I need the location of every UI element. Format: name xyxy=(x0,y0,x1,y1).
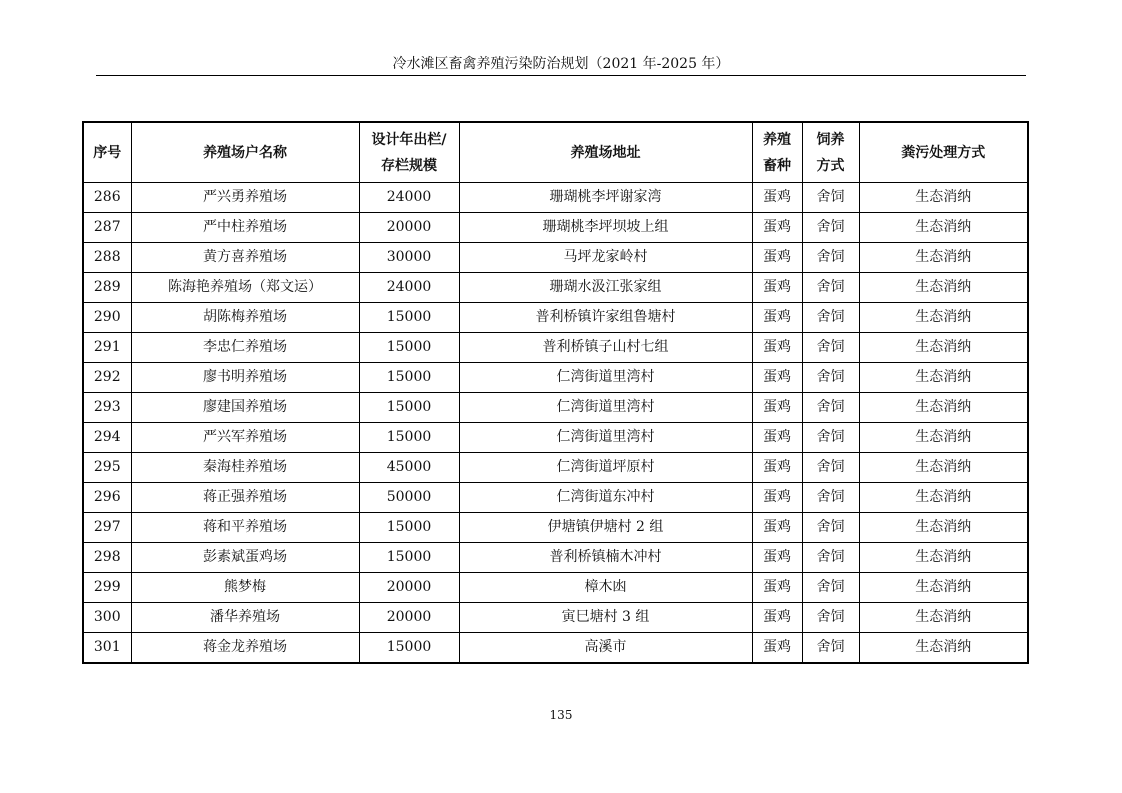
cell-species: 蛋鸡 xyxy=(752,243,802,273)
cell-address: 珊瑚桃李坪坝坡上组 xyxy=(459,213,752,243)
cell-capacity: 15000 xyxy=(359,543,459,573)
cell-farm-name: 胡陈梅养殖场 xyxy=(131,303,359,333)
cell-species: 蛋鸡 xyxy=(752,363,802,393)
cell-index: 286 xyxy=(83,183,131,213)
cell-manure-treatment: 生态消纳 xyxy=(859,243,1028,273)
cell-address: 珊瑚桃李坪谢家湾 xyxy=(459,183,752,213)
cell-farm-name: 蒋正强养殖场 xyxy=(131,483,359,513)
cell-index: 290 xyxy=(83,303,131,333)
cell-farm-name: 严兴勇养殖场 xyxy=(131,183,359,213)
cell-manure-treatment: 生态消纳 xyxy=(859,543,1028,573)
page-header-title: 冷水滩区畜禽养殖污染防治规划（2021 年-2025 年） xyxy=(392,56,730,72)
cell-index: 294 xyxy=(83,423,131,453)
table-row xyxy=(83,333,1028,363)
cell-address: 普利桥镇楠木冲村 xyxy=(459,543,752,573)
cell-address: 仁湾街道坪原村 xyxy=(459,453,752,483)
cell-farm-name: 严中柱养殖场 xyxy=(131,213,359,243)
cell-species: 蛋鸡 xyxy=(752,213,802,243)
cell-manure-treatment: 生态消纳 xyxy=(859,303,1028,333)
cell-capacity: 15000 xyxy=(359,303,459,333)
cell-capacity: 24000 xyxy=(359,183,459,213)
cell-capacity: 15000 xyxy=(359,633,459,664)
cell-index: 297 xyxy=(83,513,131,543)
cell-feeding: 舍饲 xyxy=(802,393,859,423)
col-header-index: 序号 xyxy=(83,122,131,183)
cell-address: 仁湾街道里湾村 xyxy=(459,423,752,453)
table-header-row xyxy=(83,122,1028,183)
cell-farm-name: 蒋和平养殖场 xyxy=(131,513,359,543)
cell-species: 蛋鸡 xyxy=(752,273,802,303)
cell-farm-name: 廖书明养殖场 xyxy=(131,363,359,393)
cell-farm-name: 熊梦梅 xyxy=(131,573,359,603)
header-rule xyxy=(96,75,1026,76)
cell-capacity: 15000 xyxy=(359,333,459,363)
cell-species: 蛋鸡 xyxy=(752,423,802,453)
col-header-capacity: 设计年出栏/ 存栏规模 xyxy=(359,122,459,183)
cell-species: 蛋鸡 xyxy=(752,333,802,363)
cell-feeding: 舍饲 xyxy=(802,363,859,393)
cell-capacity: 24000 xyxy=(359,273,459,303)
table-row xyxy=(83,603,1028,633)
cell-address: 仁湾街道里湾村 xyxy=(459,393,752,423)
cell-feeding: 舍饲 xyxy=(802,243,859,273)
col-header-feeding: 饲养 方式 xyxy=(802,122,859,183)
table-row xyxy=(83,393,1028,423)
cell-capacity: 50000 xyxy=(359,483,459,513)
cell-feeding: 舍饲 xyxy=(802,213,859,243)
cell-feeding: 舍饲 xyxy=(802,303,859,333)
farm-table xyxy=(82,121,1029,664)
cell-index: 287 xyxy=(83,213,131,243)
table-row xyxy=(83,273,1028,303)
cell-farm-name: 严兴军养殖场 xyxy=(131,423,359,453)
cell-species: 蛋鸡 xyxy=(752,453,802,483)
cell-address: 伊塘镇伊塘村 2 组 xyxy=(459,513,752,543)
table-row xyxy=(83,303,1028,333)
table-row xyxy=(83,453,1028,483)
cell-index: 288 xyxy=(83,243,131,273)
cell-address: 珊瑚水汲江张家组 xyxy=(459,273,752,303)
cell-index: 289 xyxy=(83,273,131,303)
table-row xyxy=(83,633,1028,664)
cell-farm-name: 潘华养殖场 xyxy=(131,603,359,633)
cell-capacity: 30000 xyxy=(359,243,459,273)
cell-manure-treatment: 生态消纳 xyxy=(859,183,1028,213)
cell-address: 高溪市 xyxy=(459,633,752,664)
cell-capacity: 45000 xyxy=(359,453,459,483)
cell-manure-treatment: 生态消纳 xyxy=(859,333,1028,363)
table-row xyxy=(83,423,1028,453)
cell-feeding: 舍饲 xyxy=(802,273,859,303)
cell-feeding: 舍饲 xyxy=(802,573,859,603)
cell-species: 蛋鸡 xyxy=(752,393,802,423)
cell-manure-treatment: 生态消纳 xyxy=(859,273,1028,303)
col-header-species: 养殖 畜种 xyxy=(752,122,802,183)
table-row xyxy=(83,513,1028,543)
cell-index: 295 xyxy=(83,453,131,483)
cell-capacity: 20000 xyxy=(359,573,459,603)
cell-capacity: 15000 xyxy=(359,393,459,423)
cell-feeding: 舍饲 xyxy=(802,483,859,513)
cell-address: 马坪龙家岭村 xyxy=(459,243,752,273)
table-row xyxy=(83,573,1028,603)
cell-manure-treatment: 生态消纳 xyxy=(859,363,1028,393)
cell-address: 普利桥镇许家组鲁塘村 xyxy=(459,303,752,333)
col-header-manure-treatment: 粪污处理方式 xyxy=(859,122,1028,183)
cell-farm-name: 蒋金龙养殖场 xyxy=(131,633,359,664)
cell-capacity: 15000 xyxy=(359,363,459,393)
cell-manure-treatment: 生态消纳 xyxy=(859,453,1028,483)
cell-capacity: 20000 xyxy=(359,213,459,243)
cell-species: 蛋鸡 xyxy=(752,483,802,513)
cell-index: 296 xyxy=(83,483,131,513)
cell-manure-treatment: 生态消纳 xyxy=(859,573,1028,603)
cell-species: 蛋鸡 xyxy=(752,573,802,603)
cell-index: 298 xyxy=(83,543,131,573)
cell-address: 寅巳塘村 3 组 xyxy=(459,603,752,633)
table-row xyxy=(83,363,1028,393)
cell-feeding: 舍饲 xyxy=(802,183,859,213)
cell-manure-treatment: 生态消纳 xyxy=(859,513,1028,543)
cell-address: 仁湾街道东冲村 xyxy=(459,483,752,513)
cell-species: 蛋鸡 xyxy=(752,183,802,213)
cell-address: 樟木凼 xyxy=(459,573,752,603)
cell-feeding: 舍饲 xyxy=(802,543,859,573)
cell-capacity: 15000 xyxy=(359,513,459,543)
cell-manure-treatment: 生态消纳 xyxy=(859,483,1028,513)
cell-index: 300 xyxy=(83,603,131,633)
cell-farm-name: 李忠仁养殖场 xyxy=(131,333,359,363)
cell-capacity: 15000 xyxy=(359,423,459,453)
cell-index: 299 xyxy=(83,573,131,603)
cell-index: 293 xyxy=(83,393,131,423)
col-header-farm-name: 养殖场户名称 xyxy=(131,122,359,183)
cell-farm-name: 陈海艳养殖场（郑文运） xyxy=(131,273,359,303)
cell-feeding: 舍饲 xyxy=(802,333,859,363)
cell-farm-name: 秦海桂养殖场 xyxy=(131,453,359,483)
cell-species: 蛋鸡 xyxy=(752,633,802,664)
cell-manure-treatment: 生态消纳 xyxy=(859,423,1028,453)
cell-feeding: 舍饲 xyxy=(802,633,859,664)
cell-farm-name: 廖建国养殖场 xyxy=(131,393,359,423)
cell-species: 蛋鸡 xyxy=(752,543,802,573)
cell-manure-treatment: 生态消纳 xyxy=(859,213,1028,243)
cell-farm-name: 黄方喜养殖场 xyxy=(131,243,359,273)
table-row xyxy=(83,213,1028,243)
cell-manure-treatment: 生态消纳 xyxy=(859,633,1028,664)
cell-feeding: 舍饲 xyxy=(802,513,859,543)
cell-index: 301 xyxy=(83,633,131,664)
cell-feeding: 舍饲 xyxy=(802,453,859,483)
table-row xyxy=(83,543,1028,573)
cell-manure-treatment: 生态消纳 xyxy=(859,393,1028,423)
cell-index: 292 xyxy=(83,363,131,393)
cell-species: 蛋鸡 xyxy=(752,603,802,633)
cell-address: 普利桥镇子山村七组 xyxy=(459,333,752,363)
cell-capacity: 20000 xyxy=(359,603,459,633)
page-number: 135 xyxy=(549,708,573,722)
table-row xyxy=(83,483,1028,513)
cell-species: 蛋鸡 xyxy=(752,303,802,333)
cell-feeding: 舍饲 xyxy=(802,603,859,633)
cell-feeding: 舍饲 xyxy=(802,423,859,453)
table-row xyxy=(83,183,1028,213)
cell-manure-treatment: 生态消纳 xyxy=(859,603,1028,633)
col-header-address: 养殖场地址 xyxy=(459,122,752,183)
cell-species: 蛋鸡 xyxy=(752,513,802,543)
table-body xyxy=(83,183,1028,664)
cell-index: 291 xyxy=(83,333,131,363)
table-row xyxy=(83,243,1028,273)
cell-address: 仁湾街道里湾村 xyxy=(459,363,752,393)
cell-farm-name: 彭素斌蛋鸡场 xyxy=(131,543,359,573)
